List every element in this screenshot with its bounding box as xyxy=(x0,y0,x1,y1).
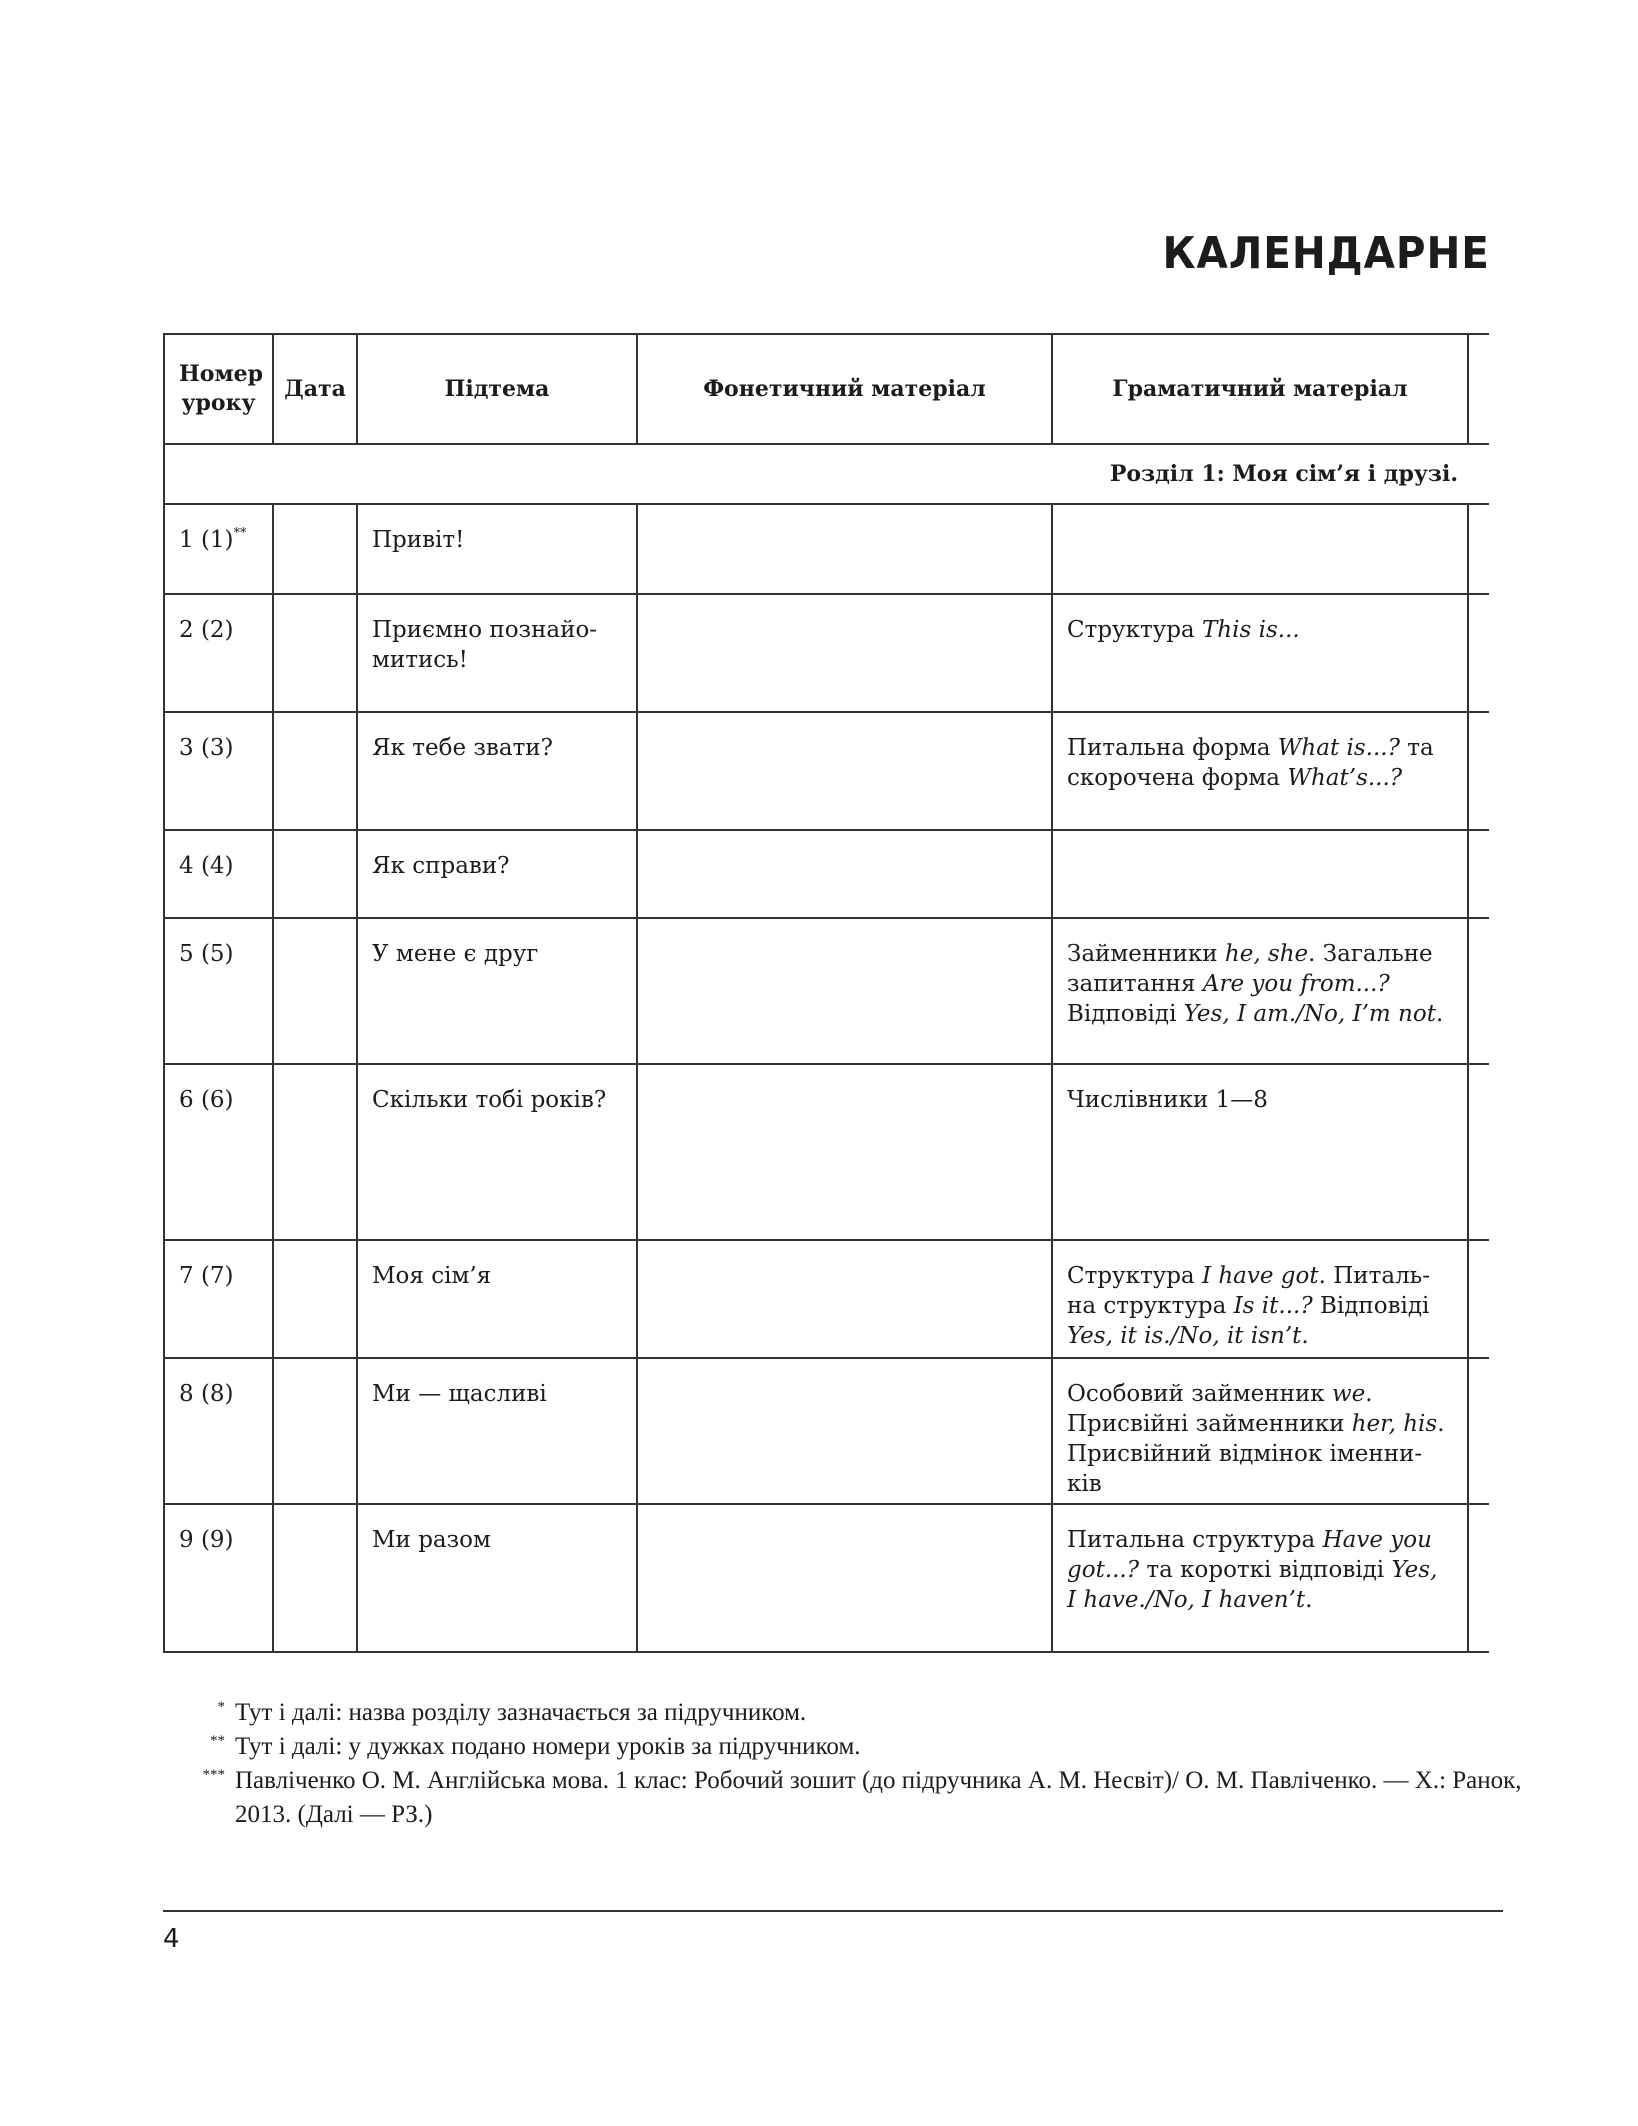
lesson-number xyxy=(164,918,273,1064)
lesson-number xyxy=(164,594,273,712)
cut-off-column xyxy=(1468,1240,1489,1358)
lesson-phonetic xyxy=(637,594,1052,712)
grammar-text: Відповіді xyxy=(1067,1001,1184,1027)
lesson-subtopic: Ми — щасливі xyxy=(357,1358,637,1504)
lesson-date xyxy=(273,1358,357,1504)
lesson-subtopic: Моя сім’я xyxy=(357,1240,637,1358)
lesson-grammar xyxy=(1052,1240,1468,1358)
table-header-row xyxy=(164,334,1489,444)
table-row xyxy=(164,830,1489,918)
table-row xyxy=(164,712,1489,830)
section-title: Розділ 1: Моя сім’я і друзі. xyxy=(164,444,1468,504)
lesson-subtopic: Як тебе звати? xyxy=(357,712,637,830)
lesson-number-text: 8 (8) xyxy=(179,1381,234,1407)
lesson-phonetic xyxy=(637,1064,1052,1240)
header-subtopic: Підтема xyxy=(357,334,637,444)
grammar-text: . Присвійні займенники xyxy=(1067,1381,1373,1437)
footnote-1 xyxy=(185,1696,1545,1730)
lesson-phonetic xyxy=(637,1240,1052,1358)
lesson-phonetic xyxy=(637,504,1052,594)
table-row xyxy=(164,918,1489,1064)
lesson-phonetic xyxy=(637,918,1052,1064)
cut-off-column xyxy=(1468,918,1489,1064)
lesson-subtopic: Ми разом xyxy=(357,1504,637,1652)
footnote-mark: *** xyxy=(202,1767,225,1783)
lesson-date xyxy=(273,712,357,830)
cut-off-column xyxy=(1468,504,1489,594)
grammar-text: . xyxy=(1305,1587,1313,1613)
grammar-text: Відповіді xyxy=(1312,1293,1430,1319)
table-row xyxy=(164,1358,1489,1504)
grammar-text: . Присвійний відмінок іменни-ків xyxy=(1067,1411,1445,1497)
lesson-grammar xyxy=(1052,918,1468,1064)
lesson-subtopic: Як справи? xyxy=(357,830,637,918)
table-row xyxy=(164,1504,1489,1652)
lesson-number-text: 2 (2) xyxy=(179,617,234,643)
lesson-number xyxy=(164,504,273,594)
grammar-text: Питальна форма xyxy=(1067,735,1278,761)
footnote-2 xyxy=(185,1730,1545,1764)
lesson-number-text: 7 (7) xyxy=(179,1263,234,1289)
lesson-subtopic: Приємно познайо-митись! xyxy=(357,594,637,712)
lesson-number-text: 6 (6) xyxy=(179,1087,234,1113)
lesson-number xyxy=(164,1064,273,1240)
grammar-text: Yes, it is./No, it isn’t xyxy=(1067,1323,1302,1349)
lesson-grammar xyxy=(1052,594,1468,712)
cut-off-column xyxy=(1468,1358,1489,1504)
lesson-date xyxy=(273,830,357,918)
grammar-text: Yes, I am./No, I’m not xyxy=(1183,1001,1436,1027)
lesson-number xyxy=(164,1240,273,1358)
footnote-text: Тут і далі: назва розділу зазначається за підручником. xyxy=(235,1699,807,1726)
footnotes xyxy=(185,1696,1545,1832)
grammar-text: This is... xyxy=(1201,617,1300,643)
grammar-text: What’s...? xyxy=(1287,765,1403,791)
table-row xyxy=(164,1064,1489,1240)
lesson-number xyxy=(164,712,273,830)
lesson-number-text: 1 (1) xyxy=(179,527,234,553)
lesson-grammar xyxy=(1052,830,1468,918)
footnote-text: Павліченко О. М. Англійська мова. 1 клас: Робочий зошит (до підручника А. М. Несвіт)/ О. М. Павліченко. — Х.: Ранок, 2013. (Далі — РЗ.) xyxy=(235,1767,1522,1828)
lesson-number xyxy=(164,1504,273,1652)
lesson-date xyxy=(273,1064,357,1240)
lesson-grammar xyxy=(1052,712,1468,830)
cut-off-column xyxy=(1468,712,1489,830)
lesson-number xyxy=(164,1358,273,1504)
lesson-number-text: 5 (5) xyxy=(179,941,234,967)
grammar-text: Займенники xyxy=(1067,941,1225,967)
footer-rule xyxy=(163,1910,1503,1912)
grammar-text: Особовий займенник xyxy=(1067,1381,1332,1407)
lesson-grammar xyxy=(1052,1504,1468,1652)
grammar-text: we xyxy=(1331,1381,1366,1407)
cut-off-column xyxy=(1468,1064,1489,1240)
lesson-number xyxy=(164,830,273,918)
lesson-date xyxy=(273,918,357,1064)
table-row xyxy=(164,504,1489,594)
section-cut-off xyxy=(1468,444,1489,504)
grammar-text: Питальна структура xyxy=(1067,1527,1323,1553)
grammar-text: I have got xyxy=(1201,1263,1319,1289)
grammar-text: . xyxy=(1435,1001,1444,1027)
grammar-text: . Загальне запитання xyxy=(1067,941,1433,997)
header-grammar: Граматичний матеріал xyxy=(1052,334,1468,444)
page-number: 4 xyxy=(163,1924,180,1954)
grammar-text: Числівники 1—8 xyxy=(1067,1087,1268,1113)
lesson-subtopic: Скільки тобі років? xyxy=(357,1064,637,1240)
header-date: Дата xyxy=(273,334,357,444)
grammar-text: What is...? xyxy=(1277,735,1400,761)
grammar-text: Is it...? xyxy=(1233,1293,1313,1319)
lesson-number-text: 9 (9) xyxy=(179,1527,234,1553)
footnote-mark: * xyxy=(217,1699,225,1715)
footnote-mark: ** xyxy=(210,1733,225,1749)
lesson-subtopic: У мене є друг xyxy=(357,918,637,1064)
grammar-text: та скорочена форма xyxy=(1067,735,1434,791)
lesson-date xyxy=(273,1240,357,1358)
grammar-text: Are you from...? xyxy=(1202,971,1390,997)
table-row xyxy=(164,594,1489,712)
footnote-3 xyxy=(185,1764,1545,1832)
section-row xyxy=(164,444,1489,504)
lesson-grammar xyxy=(1052,1064,1468,1240)
lesson-phonetic xyxy=(637,1358,1052,1504)
lesson-number-text: 4 (4) xyxy=(179,853,234,879)
grammar-text: Структура xyxy=(1067,1263,1202,1289)
grammar-text: . xyxy=(1301,1323,1309,1349)
lesson-phonetic xyxy=(637,1504,1052,1652)
lesson-number-text: 3 (3) xyxy=(179,735,234,761)
grammar-text: Have you got...? xyxy=(1067,1527,1432,1583)
lesson-phonetic xyxy=(637,830,1052,918)
footnote-reference: ** xyxy=(233,526,247,541)
cut-off-column xyxy=(1468,830,1489,918)
cut-off-column xyxy=(1468,594,1489,712)
header-lesson-number: Номер уроку xyxy=(164,334,273,444)
lesson-date xyxy=(273,504,357,594)
lesson-phonetic xyxy=(637,712,1052,830)
grammar-text: Yes, I have./No, I haven’t xyxy=(1067,1557,1438,1613)
lesson-subtopic: Привіт! xyxy=(357,504,637,594)
header-cut-off xyxy=(1468,334,1489,444)
footnote-text: Тут і далі: у дужках подано номери уроків за підручником. xyxy=(235,1733,861,1760)
grammar-text: her, his xyxy=(1351,1411,1438,1437)
lesson-date xyxy=(273,1504,357,1652)
grammar-text: Структура xyxy=(1067,617,1202,643)
lesson-grammar xyxy=(1052,1358,1468,1504)
header-phonetic: Фонетичний матеріал xyxy=(637,334,1052,444)
table-row xyxy=(164,1240,1489,1358)
grammar-text: та короткі відповіді xyxy=(1139,1557,1392,1583)
calendar-plan-table xyxy=(163,333,1489,1653)
lesson-date xyxy=(273,594,357,712)
lesson-grammar xyxy=(1052,504,1468,594)
grammar-text: . Питаль-на структура xyxy=(1067,1263,1430,1319)
cut-off-column xyxy=(1468,1504,1489,1652)
page-title: КАЛЕНДАРНЕ xyxy=(1162,228,1490,279)
grammar-text: he, she xyxy=(1224,941,1309,967)
